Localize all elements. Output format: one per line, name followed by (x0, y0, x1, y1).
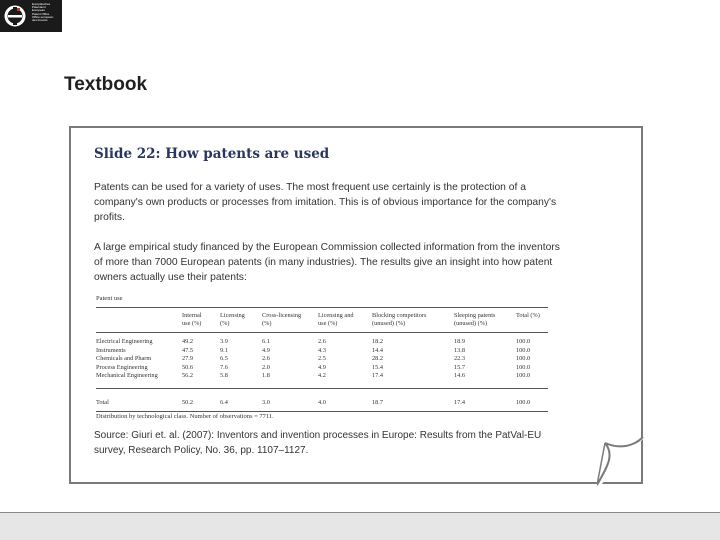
table-rule (96, 388, 548, 389)
table-total-cell: 100.0 (516, 399, 531, 406)
table-cell: 28.2 (372, 355, 384, 362)
table-cell: 14.4 (372, 346, 384, 354)
table-header: (%) (262, 320, 272, 327)
table-cell: 18.9 (454, 338, 466, 345)
table-cell: 47.5 (182, 346, 194, 354)
table-header: (unused) (%) (372, 320, 406, 327)
table-header: use (%) (182, 320, 202, 327)
table-cell: 2.5 (318, 355, 326, 362)
table-total-cell: 6.4 (220, 399, 228, 406)
table-cell: 2.6 (262, 355, 270, 362)
table-cell: Process Engineering (96, 363, 148, 371)
table-total-cell: 50.2 (182, 399, 194, 406)
table-cell: Electrical Engineering (96, 338, 153, 345)
table-cell: 7.6 (220, 363, 228, 371)
table-cell: 6.5 (220, 355, 228, 362)
epo-logo (0, 0, 62, 32)
bottom-bar (0, 512, 720, 540)
slide-heading: Slide 22: How patents are used (94, 146, 330, 162)
table-cell: 4.9 (318, 363, 326, 371)
table-cell: 22.3 (454, 355, 466, 362)
table-header: Licensing and (318, 312, 354, 319)
table-total-cell: 3.0 (262, 399, 270, 406)
table-cell: 50.6 (182, 363, 194, 371)
table-cell: Instruments (96, 346, 126, 354)
table-cell: 100.0 (516, 355, 531, 362)
logo-line: Patent Office (32, 11, 50, 16)
table-footnote: Distribution by technological class. Number of observations = 7711. (96, 413, 274, 420)
table-total-cell: Total (96, 399, 109, 406)
table-cell: 100.0 (516, 346, 531, 354)
logo-line: Patentamt (32, 5, 46, 10)
epo-logo-icon (4, 5, 26, 27)
table-cell: 15.7 (454, 363, 466, 371)
table-header: Cross-licensing (262, 312, 302, 319)
table-cell: 100.0 (516, 363, 531, 371)
table-header: Blocking competitors (372, 312, 427, 319)
table-cell: Mechanical Engineering (96, 372, 158, 379)
table-cell: 5.8 (220, 372, 228, 379)
table-total-cell: 17.4 (454, 399, 466, 406)
page-curl-icon (597, 437, 645, 487)
table-cell: 100.0 (516, 372, 531, 379)
table-cell: 4.3 (318, 346, 326, 354)
table-rule (96, 411, 548, 412)
table-header: (unused) (%) (454, 320, 488, 327)
table-cell: 15.4 (372, 363, 384, 371)
table-header: Internal (182, 312, 202, 319)
table-cell: 4.2 (318, 372, 326, 379)
table-header: (%) (220, 320, 230, 327)
logo-line: Europäisches (32, 2, 51, 6)
table-cell: 14.6 (454, 372, 466, 379)
table-cell: 18.2 (372, 338, 384, 345)
table-header: use (%) (318, 320, 338, 327)
table-header: Sleeping patents (454, 312, 496, 319)
table-header: Total (%) (516, 312, 540, 319)
logo-line: des brevets (32, 18, 48, 23)
table-caption: Patent use (96, 295, 123, 302)
table-total-cell: 4.0 (318, 399, 326, 406)
paragraph-1: Patents can be used for a variety of uses. The most frequent use certainly is the protection of a company's own products or processes from imitation. This is of obvious importance for the company's profits. (94, 182, 557, 223)
table-cell: 56.2 (182, 372, 194, 379)
table-cell: 2.0 (262, 363, 270, 371)
table-cell: 49.2 (182, 338, 194, 345)
source-citation: Source: Giuri et. al. (2007): Inventors and invention processes in Europe: Results from the PatVal-EU survey, Research Policy, No. 36, pp. 1107–1127. (94, 430, 542, 456)
table-cell: Chemicals and Pharm (96, 355, 152, 362)
table-cell: 100.0 (516, 338, 531, 345)
table-cell: 4.9 (262, 346, 270, 354)
logo-line: European (32, 8, 46, 13)
table-cell: 6.1 (262, 338, 270, 345)
table-cell: 17.4 (372, 372, 384, 379)
table-cell: 1.8 (262, 372, 270, 379)
logo-line: Office européen (32, 14, 54, 19)
table-header: Licensing (220, 312, 245, 319)
table-cell: 3.9 (220, 338, 228, 345)
table-cell: 9.1 (220, 346, 228, 354)
table-cell: 27.9 (182, 355, 194, 362)
page-title: Textbook (64, 74, 148, 95)
paragraph-2: A large empirical study financed by the European Commission collected information from the inventors of more than 7000 European patents (in many industries). The results give an insight into how patent owners actually use their patents: (94, 242, 560, 283)
table-rule (96, 332, 548, 333)
table-rule (96, 307, 548, 308)
table-total-cell: 18.7 (372, 399, 384, 406)
table-cell: 13.8 (454, 346, 466, 354)
logo-text (32, 3, 60, 22)
table-cell: 2.6 (318, 338, 326, 345)
